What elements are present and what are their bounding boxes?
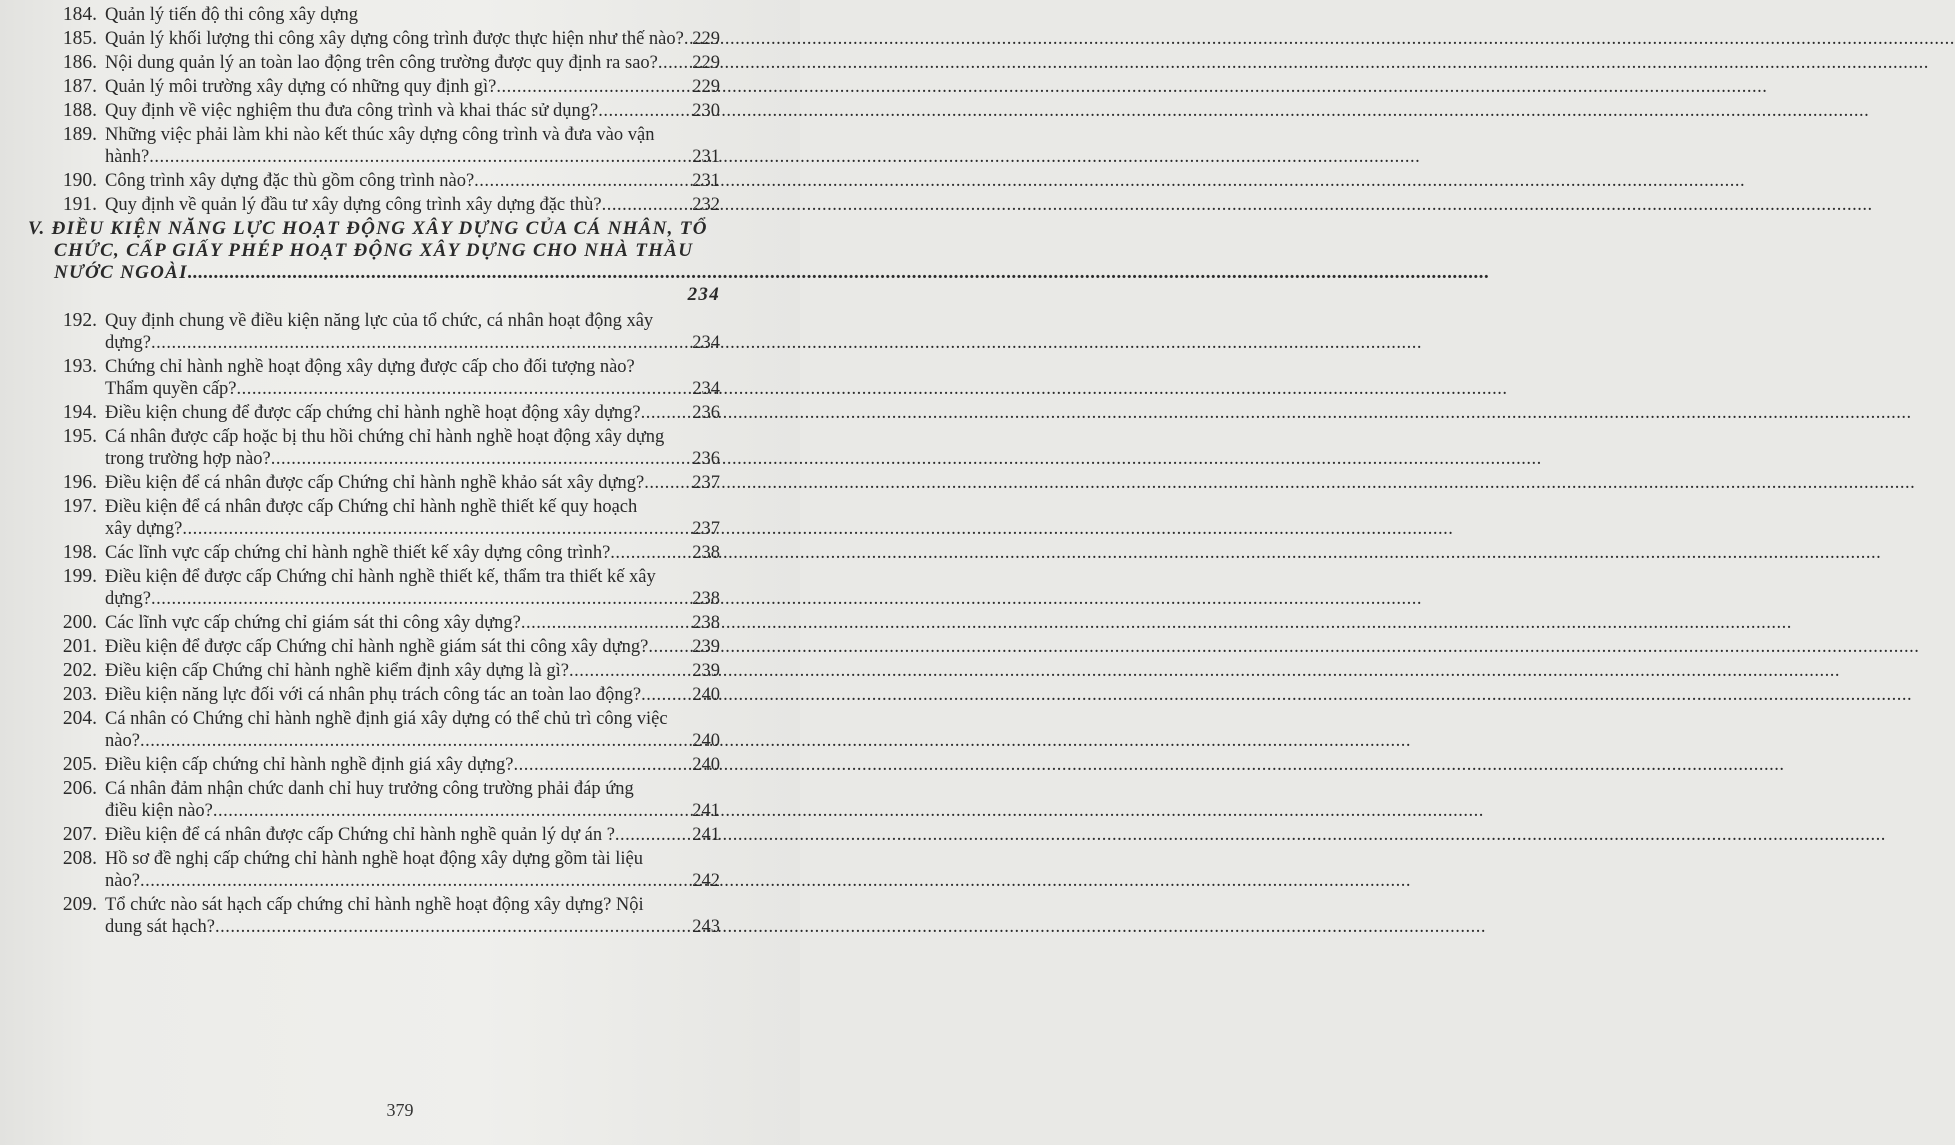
- entry-text: Quản lý tiến độ thi công xây dựng: [105, 5, 359, 25]
- entry-number: 195.: [62, 426, 97, 447]
- entry-body: [105, 778, 720, 822]
- leader-dots: [149, 146, 690, 168]
- toc-entry: [38, 612, 720, 634]
- leader-dots: [188, 262, 720, 284]
- section-title-line-1: V. ĐIỀU KIỆN NĂNG LỰC HOẠT ĐỘNG XÂY DỰNG CỦA CÁ NHÂN, TỔ: [28, 218, 708, 239]
- entry-line: [105, 28, 720, 50]
- entry-body: [105, 684, 720, 706]
- entry-line: [105, 566, 720, 588]
- toc-entry: [38, 4, 720, 26]
- entry-number: 208.: [62, 848, 97, 869]
- entry-text: Các lĩnh vực cấp chứng chỉ hành nghề thiết kế xây dựng công trình?: [105, 543, 611, 563]
- entry-text: Thẩm quyền cấp?: [105, 379, 237, 399]
- toc-entry: [38, 402, 720, 424]
- leader-dots: [213, 800, 690, 822]
- entry-text: nào?: [105, 871, 140, 891]
- entry-page-number: 240: [692, 755, 720, 775]
- entry-line: [105, 588, 720, 610]
- entry-text: nào?: [105, 731, 140, 751]
- toc-list-part-b: [38, 310, 720, 938]
- entry-page-number: 236: [692, 449, 720, 469]
- entry-text: dựng?: [105, 333, 151, 353]
- entry-line: [105, 542, 720, 564]
- entry-page-number: 232: [692, 195, 720, 215]
- entry-number: 190.: [62, 170, 97, 191]
- entry-number: 189.: [62, 124, 97, 145]
- entry-page-number: 230: [692, 101, 720, 121]
- toc-entry: [38, 542, 720, 564]
- entry-line: [105, 730, 720, 752]
- entry-body: [105, 170, 720, 192]
- leader-dots: [474, 170, 690, 192]
- entry-line: [105, 870, 720, 892]
- entry-body: [105, 754, 720, 776]
- entry-text: Điều kiện cấp Chứng chỉ hành nghề kiểm định xây dựng là gì?: [105, 661, 569, 681]
- leader-dots: [182, 518, 690, 540]
- entry-page-number: 231: [692, 147, 720, 167]
- entry-line: [105, 778, 720, 800]
- entry-line: [105, 824, 720, 846]
- entry-number: 206.: [62, 778, 97, 799]
- leader-dots: [569, 660, 690, 682]
- leader-dots: [602, 194, 691, 216]
- entry-page-number: 240: [692, 685, 720, 705]
- entry-text: Quy định về việc nghiệm thu đưa công trình và khai thác sử dụng?: [105, 101, 599, 121]
- entry-number: 192.: [62, 310, 97, 331]
- entry-number: 204.: [62, 708, 97, 729]
- leader-dots: [644, 472, 690, 494]
- leader-dots: [496, 76, 690, 98]
- toc-entry: [38, 708, 720, 752]
- toc-entry: [38, 848, 720, 892]
- entry-body: [105, 636, 720, 658]
- entry-page-number: 238: [692, 589, 720, 609]
- leader-dots: [641, 402, 691, 424]
- entry-page-number: 238: [692, 543, 720, 563]
- entry-text: Quy định chung về điều kiện năng lực của tổ chức, cá nhân hoạt động xây: [105, 311, 654, 331]
- leader-dots: [513, 754, 690, 776]
- toc-section-heading: [28, 218, 720, 306]
- entry-line: [105, 146, 720, 168]
- leader-dots: [615, 824, 690, 846]
- entry-number: 184.: [62, 4, 97, 25]
- entry-text: Cá nhân được cấp hoặc bị thu hồi chứng chỉ hành nghề hoạt động xây dựng: [105, 427, 665, 447]
- leader-dots: [140, 730, 690, 752]
- entry-page-number: 242: [692, 871, 720, 891]
- entry-number: 196.: [62, 472, 97, 493]
- toc-entry: [38, 566, 720, 610]
- toc-entry: [38, 100, 720, 122]
- entry-number: 198.: [62, 542, 97, 563]
- entry-number: 199.: [62, 566, 97, 587]
- entry-line: [105, 754, 720, 776]
- page-number: 379: [386, 1100, 414, 1120]
- entry-number: 187.: [62, 76, 97, 97]
- entry-page-number: 234: [692, 379, 720, 399]
- entry-text: Điều kiện để cá nhân được cấp Chứng chỉ hành nghề thiết kế quy hoạch: [105, 497, 638, 517]
- entry-line: [105, 660, 720, 682]
- entry-text: hành?: [105, 147, 150, 167]
- entry-body: [105, 708, 720, 752]
- entry-body: [105, 496, 720, 540]
- entry-number: 202.: [62, 660, 97, 681]
- entry-page-number: 240: [692, 731, 720, 751]
- entry-body: [105, 402, 720, 424]
- entry-page-number: 239: [692, 661, 720, 681]
- toc-entry: [38, 684, 720, 706]
- entry-line: [105, 472, 720, 494]
- toc-entry: [38, 472, 720, 494]
- entry-text: Cá nhân đảm nhận chức danh chỉ huy trưởng công trường phải đáp ứng: [105, 779, 634, 799]
- entry-number: 209.: [62, 894, 97, 915]
- entry-line: [105, 800, 720, 822]
- entry-line: [105, 448, 720, 470]
- toc-entry: [38, 778, 720, 822]
- entry-line: [105, 848, 720, 870]
- entry-text: trong trường hợp nào?: [105, 449, 271, 469]
- entry-body: [105, 356, 720, 400]
- entry-number: 194.: [62, 402, 97, 423]
- toc-entry: [38, 356, 720, 400]
- entry-number: 203.: [62, 684, 97, 705]
- entry-page-number: 234: [692, 333, 720, 353]
- entry-page-number: 241: [692, 825, 720, 845]
- entry-text: Quản lý môi trường xây dựng có những quy định gì?: [105, 77, 497, 97]
- entry-body: [105, 566, 720, 610]
- toc-entry: [38, 754, 720, 776]
- section-title-line-2: CHỨC, CẤP GIẤY PHÉP HOẠT ĐỘNG XÂY DỰNG CHO NHÀ THẦU: [54, 240, 694, 261]
- toc-entry: [38, 894, 720, 938]
- entry-body: [105, 28, 720, 50]
- section-title-text: NƯỚC NGOÀI: [54, 262, 188, 283]
- entry-page-number: 231: [692, 171, 720, 191]
- entry-line: [105, 426, 720, 448]
- entry-page-number: 241: [692, 801, 720, 821]
- entry-text: dựng?: [105, 589, 151, 609]
- entry-line: [105, 518, 720, 540]
- entry-line: [105, 612, 720, 634]
- leader-dots: [658, 52, 690, 74]
- entry-body: [105, 426, 720, 470]
- leader-dots: [641, 684, 690, 706]
- entry-text: Hồ sơ đề nghị cấp chứng chỉ hành nghề hoạt động xây dựng gồm tài liệu: [105, 849, 643, 869]
- book-page: [0, 0, 800, 1145]
- entry-body: [105, 612, 720, 634]
- entry-number: 186.: [62, 52, 97, 73]
- entry-text: Chứng chỉ hành nghề hoạt động xây dựng được cấp cho đối tượng nào?: [105, 357, 635, 377]
- entry-body: [105, 848, 720, 892]
- section-page-number: 234: [687, 284, 720, 305]
- entry-body: [105, 310, 720, 354]
- toc-list-part-a: [38, 4, 720, 216]
- entry-line: [105, 4, 720, 26]
- entry-text: Quản lý khối lượng thi công xây dựng công trình được thực hiện như thế nào?: [105, 29, 684, 49]
- entry-text: Công trình xây dựng đặc thù gồm công trình nào?: [105, 171, 475, 191]
- entry-text: Nội dung quản lý an toàn lao động trên công trường được quy định ra sao?: [105, 53, 658, 73]
- entry-text: Điều kiện năng lực đối với cá nhân phụ trách công tác an toàn lao động?: [105, 685, 642, 705]
- entry-line: [105, 100, 720, 122]
- entry-text: Điều kiện chung để được cấp chứng chỉ hành nghề hoạt động xây dựng?: [105, 403, 641, 423]
- entry-body: [105, 472, 720, 494]
- entry-line: [105, 636, 720, 658]
- table-of-contents: [28, 4, 720, 940]
- entry-line: [105, 378, 720, 400]
- leader-dots: [237, 378, 691, 400]
- entry-body: [105, 100, 720, 122]
- entry-body: [105, 124, 720, 168]
- entry-text: Những việc phải làm khi nào kết thúc xây dựng công trình và đưa vào vận: [105, 125, 655, 145]
- leader-dots: [215, 916, 690, 938]
- entry-text: Điều kiện để được cấp Chứng chỉ hành nghề thiết kế, thẩm tra thiết kế xây: [105, 567, 656, 587]
- leader-dots: [151, 332, 690, 354]
- toc-entry: [38, 824, 720, 846]
- entry-number: 201.: [62, 636, 97, 657]
- entry-line: [105, 684, 720, 706]
- leader-dots: [610, 542, 690, 564]
- entry-line: [105, 76, 720, 98]
- entry-number: 191.: [62, 194, 97, 215]
- entry-line: [105, 402, 720, 424]
- toc-entry: [38, 660, 720, 682]
- entry-page-number: 238: [692, 613, 720, 633]
- entry-line: [105, 894, 720, 916]
- entry-text: dung sát hạch?: [105, 917, 215, 937]
- entry-text: Điều kiện cấp chứng chỉ hành nghề định giá xây dựng?: [105, 755, 514, 775]
- entry-number: 205.: [62, 754, 97, 775]
- toc-entry: [38, 124, 720, 168]
- entry-line: [105, 356, 720, 378]
- entry-page-number: 236: [692, 403, 720, 423]
- toc-entry: [38, 28, 720, 50]
- toc-entry: [38, 76, 720, 98]
- entry-number: 193.: [62, 356, 97, 377]
- entry-body: [105, 194, 720, 216]
- entry-text: Quy định về quản lý đầu tư xây dựng công trình xây dựng đặc thù?: [105, 195, 602, 215]
- entry-body: [105, 52, 720, 74]
- toc-entry: [38, 52, 720, 74]
- entry-line: [105, 124, 720, 146]
- entry-number: 197.: [62, 496, 97, 517]
- entry-body: [105, 824, 720, 846]
- toc-entry: [38, 170, 720, 192]
- entry-page-number: 237: [692, 473, 720, 493]
- entry-text: Điều kiện để được cấp Chứng chỉ hành nghề giám sát thi công xây dựng?: [105, 637, 649, 657]
- entry-page-number: 229: [692, 53, 720, 73]
- entry-body: [105, 76, 720, 98]
- entry-line: [105, 496, 720, 518]
- entry-text: Điều kiện để cá nhân được cấp Chứng chỉ hành nghề quản lý dự án ?: [105, 825, 615, 845]
- toc-entry: [38, 496, 720, 540]
- entry-text: Các lĩnh vực cấp chứng chỉ giám sát thi công xây dựng?: [105, 613, 521, 633]
- entry-line: [105, 310, 720, 332]
- entry-body: [105, 660, 720, 682]
- leader-dots: [151, 588, 690, 610]
- entry-line: [105, 170, 720, 192]
- entry-line: [105, 194, 720, 216]
- entry-body: [105, 542, 720, 564]
- entry-line: [105, 916, 720, 938]
- entry-page-number: 229: [692, 29, 720, 49]
- entry-text: Cá nhân có Chứng chỉ hành nghề định giá xây dựng có thể chủ trì công việc: [105, 709, 668, 729]
- toc-entry: [38, 310, 720, 354]
- toc-entry: [38, 426, 720, 470]
- entry-line: [105, 52, 720, 74]
- leader-dots: [598, 100, 690, 122]
- entry-text: điều kiện nào?: [105, 801, 213, 821]
- entry-number: 185.: [62, 28, 97, 49]
- toc-entry: [38, 194, 720, 216]
- entry-body: [105, 4, 720, 26]
- entry-text: Điều kiện để cá nhân được cấp Chứng chỉ hành nghề khảo sát xây dựng?: [105, 473, 645, 493]
- entry-number: 200.: [62, 612, 97, 633]
- entry-line: [105, 708, 720, 730]
- entry-text: xây dựng?: [105, 519, 183, 539]
- entry-body: [105, 894, 720, 938]
- leader-dots: [648, 636, 690, 658]
- toc-entry: [38, 636, 720, 658]
- entry-page-number: 239: [692, 637, 720, 657]
- entry-page-number: 237: [692, 519, 720, 539]
- entry-page-number: 229: [692, 77, 720, 97]
- entry-line: [105, 332, 720, 354]
- entry-text: Tổ chức nào sát hạch cấp chứng chỉ hành nghề hoạt động xây dựng? Nội: [105, 895, 644, 915]
- entry-number: 207.: [62, 824, 97, 845]
- leader-dots: [521, 612, 690, 634]
- leader-dots: [271, 448, 691, 470]
- entry-page-number: 243: [692, 917, 720, 937]
- leader-dots: [140, 870, 690, 892]
- entry-number: 188.: [62, 100, 97, 121]
- section-title-line-3: [28, 262, 720, 284]
